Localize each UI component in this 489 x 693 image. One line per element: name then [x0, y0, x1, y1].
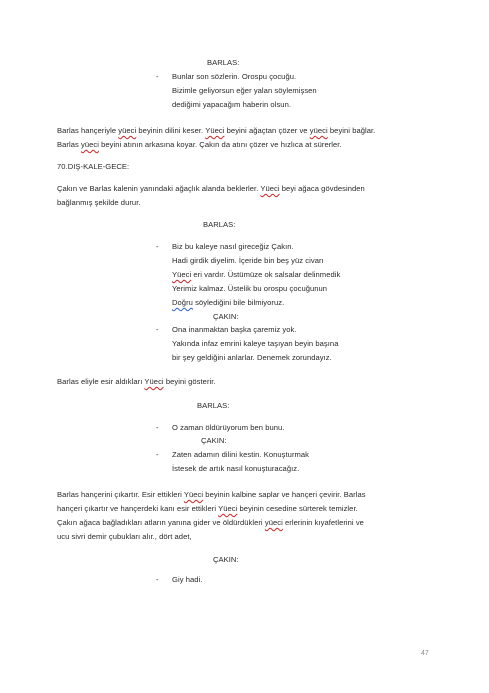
dialogue-line: Hadi girdik diyelim. İçeride bin beş yüz civarı: [172, 256, 324, 265]
dialogue-line: [172, 270, 340, 280]
text-run: Çakın ağaca bağladıkları atların yanına gider ve öldürdükleri: [57, 518, 265, 527]
text-run: beyinin dilini keser.: [136, 126, 206, 135]
misspelled-word[interactable]: Yüeci: [172, 270, 192, 279]
text-run: söylediğini bile bilmiyoruz.: [192, 298, 285, 307]
dialogue-line: İstesek de artık nasıl konuşturacağız.: [172, 464, 300, 473]
dialogue-line: Bizimle geliyorsun eğer yalan söylemişsen: [172, 86, 317, 95]
text-run: hançeri çıkartır ve hançerdeki kanı esir ettikleri: [57, 504, 219, 513]
dialogue-line: Yakında infaz emrini kaleye taşıyan beyin başına: [172, 339, 339, 348]
dialogue-dash: -: [156, 423, 159, 432]
text-run: beyini atının arkasına koyar. Çakın da atını çözer ve hızlıca at sürerler.: [98, 140, 342, 149]
action-line: [57, 377, 216, 387]
action-line: [57, 140, 342, 150]
action-line: [57, 126, 375, 136]
text-run: beyinin cesedine sürterek temizler.: [237, 504, 358, 513]
misspelled-word[interactable]: Yüeci: [218, 504, 238, 513]
misspelled-word[interactable]: yüeci: [309, 126, 328, 135]
text-run: erlerinin kıyafetlerini ve: [282, 518, 364, 527]
misspelled-word[interactable]: Yüeci: [205, 126, 225, 135]
text-run: beyini gösterir.: [163, 377, 216, 386]
dialogue-dash: -: [156, 450, 159, 459]
speaker-name: ÇAKIN:: [201, 436, 227, 445]
misspelled-word[interactable]: yüeci: [264, 518, 283, 527]
text-run: Barlas eliyle esir aldıkları: [57, 377, 145, 386]
action-line: [57, 518, 364, 528]
text-run: beyini ağaçtan çözer ve: [224, 126, 310, 135]
dialogue-line: Bunlar son sözlerin. Orospu çocuğu.: [172, 72, 297, 81]
speaker-name: ÇAKIN:: [213, 312, 239, 321]
action-line: [57, 184, 365, 194]
text-run: Barlas: [57, 140, 81, 149]
speaker-name: BARLAS:: [207, 58, 240, 67]
speaker-name: BARLAS:: [197, 401, 230, 410]
grammar-flagged-word[interactable]: Doğru: [172, 298, 193, 307]
dialogue-line: Biz bu kaleye nasıl gireceğiz Çakın.: [172, 242, 294, 251]
misspelled-word[interactable]: Yüeci: [183, 490, 204, 499]
action-line: [57, 504, 358, 514]
misspelled-word[interactable]: yüeci: [118, 126, 137, 135]
text-run: Barlas hançerini çıkartır. Esir ettikleri: [57, 490, 184, 499]
dialogue-line: bir şey geldiğini anlarlar. Denemek zorundayız.: [172, 353, 332, 362]
misspelled-word[interactable]: Yüeci: [260, 184, 280, 193]
dialogue-dash: -: [156, 575, 159, 584]
misspelled-word[interactable]: Yüeci: [144, 377, 164, 386]
action-line: [57, 490, 366, 500]
text-run: beyi ağaca gövdesinden: [279, 184, 365, 193]
text-run: beyini bağlar.: [327, 126, 376, 135]
dialogue-dash: -: [156, 242, 159, 251]
action-line: ucu sivri demir çubukları alır., dört adet,: [57, 532, 192, 541]
text-run: Barlas hançeriyle: [57, 126, 119, 135]
dialogue-line: Zaten adamın dilini kestin. Konuşturmak: [172, 450, 310, 459]
action-line: bağlanmış şekilde durur.: [57, 198, 141, 207]
scene-heading: 70.DIŞ-KALE-GECE:: [57, 162, 130, 171]
speaker-name: ÇAKIN:: [213, 555, 239, 564]
text-run: eri vardır. Üstümüze ok salsalar delinmedik: [191, 270, 341, 279]
page-number: 47: [421, 650, 429, 657]
dialogue-line: Giy hadi.: [172, 575, 203, 584]
dialogue-line: O zaman öldürüyorum ben bunu.: [172, 423, 285, 432]
text-run: beyinin kalbine saplar ve hançeri çevirir. Barlas: [203, 490, 366, 499]
dialogue-line: Yerimiz kalmaz. Üstelik bu orospu çocuğunun: [172, 284, 328, 293]
dialogue-dash: -: [156, 325, 159, 334]
dialogue-line: dediğimi yapacağım haberin olsun.: [172, 100, 292, 109]
speaker-name: BARLAS:: [203, 220, 236, 229]
misspelled-word[interactable]: yüeci: [80, 140, 99, 149]
dialogue-line: [172, 298, 284, 308]
dialogue-line: Ona inanmaktan başka çaremiz yok.: [172, 325, 297, 334]
dialogue-dash: -: [156, 72, 159, 81]
text-run: Çakın ve Barlas kalenin yanındaki ağaçlık alanda beklerler.: [57, 184, 261, 193]
